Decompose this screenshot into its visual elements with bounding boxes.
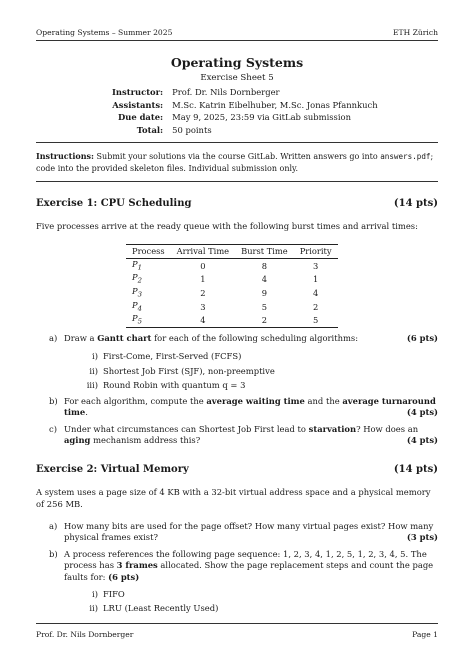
process-table (126, 244, 338, 328)
info-value: Prof. Dr. Nils Dornberger (172, 87, 280, 97)
question-label: b) (49, 396, 58, 406)
exercise-2-points: (14 pts) (393, 464, 438, 475)
instructions-block (36, 151, 438, 174)
table-row (126, 300, 338, 314)
arrival-time: 0 (200, 260, 206, 271)
table-row (126, 272, 338, 286)
exercise-1-points: (14 pts) (393, 198, 438, 209)
arrival-time: 3 (200, 301, 206, 312)
instructions-label: Instructions: (36, 151, 95, 161)
info-key: Instructor: (112, 87, 164, 97)
column-header: Burst Time (241, 246, 288, 256)
answers-filename: answers.pdf (380, 152, 431, 161)
info-row-due-date (112, 111, 378, 124)
process-name: $P_5$ (132, 313, 142, 327)
question-keyword: aging (64, 435, 91, 446)
info-value: M.Sc. Katrin Eibelhuber, M.Sc. Jonas Pfannkuch (172, 99, 378, 110)
instructions-text-end: ; code into the provided skeleton files. Individual submission only. (36, 152, 434, 173)
subquestion-2b-i: i) FIFO (92, 589, 125, 599)
question-2b: b) A process references the following page sequence: 1, 2, 3, 4, 1, 2, 5, 1, 2, 3, 4, 5. The process has 3 frames allocated. Show the page replacement steps and count the page faults for: (6 pts) (49, 549, 434, 582)
divider-bottom (36, 181, 438, 182)
info-value: May 9, 2025, 23:59 via GitLab submission (172, 112, 351, 123)
divider-top (36, 142, 438, 143)
question-keyword: average waiting time (206, 396, 305, 406)
question-keyword: Gantt chart (97, 333, 152, 343)
running-header (36, 28, 438, 38)
burst-time: 8 (261, 260, 268, 271)
subquestion-2b-ii: ii) LRU (Least Recently Used) (89, 603, 219, 613)
burst-time: 2 (261, 315, 268, 326)
question-2a: a) How many bits are used for the page offset? How many virtual pages exist? How many physical frames exist? (3 pts) (49, 521, 438, 543)
priority: 5 (312, 315, 319, 326)
question-points: (4 pts) (406, 435, 438, 446)
table-row (126, 258, 338, 272)
subquestion-1a-i: i) First-Come, First-Served (FCFS) (92, 351, 242, 361)
process-table-header (126, 245, 338, 259)
column-header: Process (132, 246, 165, 256)
subquestion-1a-iii: iii) Round Robin with quantum q = 3 (86, 380, 246, 390)
arrival-time: 2 (200, 287, 206, 298)
question-keyword: 3 frames (116, 560, 158, 571)
header-rule (36, 40, 438, 41)
header-course: Operating Systems – Summer 2025 (36, 28, 173, 37)
question-points: (6 pts) (406, 333, 438, 343)
process-name: $P_3$ (132, 286, 142, 299)
process-name: $P_1$ (132, 258, 142, 272)
process-name: $P_2$ (132, 272, 142, 286)
question-points: (4 pts) (406, 407, 438, 418)
info-key: Assistants: (112, 99, 164, 110)
info-row-total (112, 124, 378, 137)
column-header: Priority (299, 246, 332, 256)
info-row-instructor (112, 86, 378, 99)
document-title: Operating Systems (170, 55, 304, 70)
exercise-2-title: Exercise 2: Virtual Memory (36, 464, 189, 475)
priority: 1 (312, 274, 319, 285)
burst-time: 5 (261, 301, 268, 312)
question-keyword: average turnaround time (64, 396, 436, 418)
question-keyword: starvation (308, 424, 357, 434)
header-institution: ETH Zürich (392, 28, 438, 37)
question-label: c) (49, 424, 57, 434)
exercise-1-title: Exercise 1: CPU Scheduling (36, 198, 192, 209)
info-value: 50 points (172, 124, 212, 135)
question-label: b) (49, 549, 58, 559)
question-1c: c) Under what circumstances can Shortest Job First lead to starvation? How does an aging mechanism address this? (4 pts) (49, 424, 438, 446)
info-key: Due date: (117, 112, 164, 123)
table-row (126, 313, 338, 327)
exercise-2-intro: A system uses a page size of 4 KB with a 32-bit virtual address space and a physical memory of 256 MB. (36, 487, 431, 509)
priority: 4 (312, 287, 319, 298)
question-label: a) (49, 521, 58, 531)
question-1b: b) For each algorithm, compute the average waiting time and the average turnaround time. (4 pts) (49, 396, 438, 418)
info-row-assistants (112, 99, 378, 112)
page-number: Page 1 (412, 630, 438, 639)
document-subtitle: Exercise Sheet 5 (200, 73, 274, 83)
instructions-text: Submit your solutions via the course GitLab. Written answers go into (94, 152, 381, 161)
column-header: Arrival Time (176, 246, 230, 256)
priority: 2 (312, 301, 319, 312)
priority: 3 (312, 260, 319, 271)
exercise-1-heading (36, 197, 438, 210)
footer-rule (36, 623, 438, 624)
arrival-time: 4 (200, 315, 206, 326)
burst-time: 4 (261, 274, 268, 285)
question-points: (6 pts) (108, 571, 140, 582)
question-points: (3 pts) (406, 532, 438, 543)
burst-time: 9 (261, 287, 268, 298)
question-1a: a) (6 pts) Draw a Gantt chart for each of the following scheduling algorithms: (49, 333, 438, 343)
footer-instructor: Prof. Dr. Nils Dornberger (36, 630, 134, 639)
question-label: a) (49, 333, 58, 343)
exercise-1-intro: Five processes arrive at the ready queue with the following burst times and arrival times: (36, 221, 418, 231)
arrival-time: 1 (200, 274, 206, 285)
running-footer (36, 630, 438, 640)
subquestion-1a-ii: ii) Shortest Job First (SJF), non-preemptive (89, 366, 275, 376)
exercise-2-heading (36, 463, 438, 476)
process-name: $P_4$ (132, 299, 142, 313)
table-row (126, 286, 338, 300)
info-key: Total: (136, 124, 164, 135)
course-info-table (112, 86, 378, 136)
